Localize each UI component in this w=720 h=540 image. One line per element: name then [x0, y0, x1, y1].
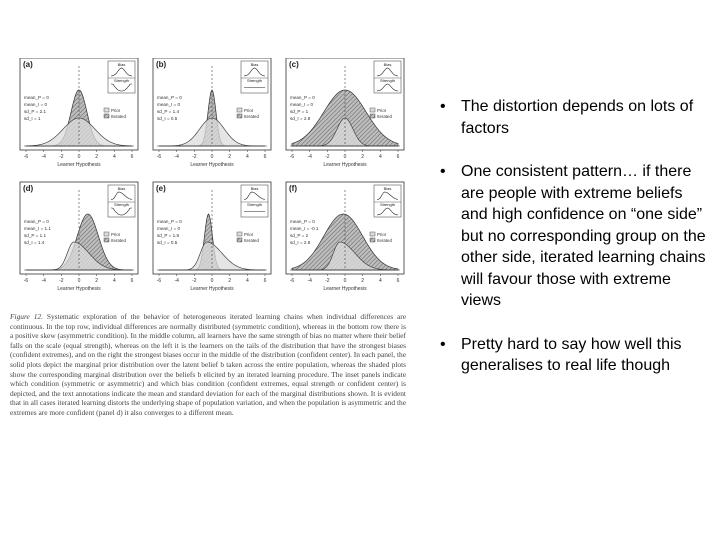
- legend-prior-label: Prior: [377, 107, 387, 113]
- x-tick-label: -6: [289, 278, 295, 284]
- x-tick-label: 4: [112, 154, 116, 160]
- bullet-list: [440, 96, 710, 377]
- stat-annotation: mean_P = 0: [157, 219, 182, 224]
- x-tick-label: -6: [289, 154, 295, 160]
- stat-annotation: sd_I = 0.5: [157, 116, 178, 121]
- legend-iterated-swatch: [370, 238, 375, 242]
- x-tick-label: -4: [307, 154, 312, 160]
- bullet-dot: •: [440, 335, 446, 353]
- caption-body: Systematic exploration of the behavior of heterogeneous iterated learning chains when individual differences are continuous. In the top row, individual differences are normally distributed (symmetric condition), whereas in the bottom row there is a positive skew (asymmetric condition). In the middle column, all learners have the same strength of bias no matter where their belief falls on the scale (equal strength), whereas on the left it is the learners on the tails of the distribution that have the strongest biases (confident extremes), and on the right the strongest biases occur in the middle of the distribution (confident center). In each panel, the solid plots depict the marginal prior distribution over the latent belief b taken across the entire population, whereas the shaded plots show the corresponding marginal distribution over the beliefs b elicited by an iterated learning procedure. The inset panels indicate which condition (symmetric or asymmetric) and which bias condition (confident extremes, equal strength or confident center) is depicted, and the text annotations indicate the mean and standard deviation for each of the marginal distributions shown. It is evident that in all cases iterated learning distorts the underlying shape of population variation, and when the population is asymmetric and the extremes are more confident (panel d) it also converges to a different mean.: [10, 312, 406, 417]
- x-tick-label: 0: [210, 278, 214, 284]
- inset-strength-label: Strength: [113, 78, 130, 83]
- x-tick-label: 6: [130, 278, 134, 284]
- panel-label: (a): [23, 60, 33, 69]
- figure-panel: [153, 58, 271, 168]
- legend-prior-label: Prior: [111, 231, 121, 237]
- x-tick-label: -4: [174, 278, 179, 284]
- x-tick-label: 0: [77, 154, 81, 160]
- caption-lead: Figure 12.: [10, 312, 43, 321]
- x-tick-label: 0: [343, 278, 347, 284]
- inset-strength-label: Strength: [246, 78, 263, 83]
- stat-annotation: mean_P = 0: [24, 95, 49, 100]
- x-tick-label: -4: [174, 154, 179, 160]
- inset-strength-label: Strength: [379, 202, 396, 207]
- stat-annotation: mean_I = 0: [157, 102, 181, 107]
- stat-annotation: sd_P = 2.1: [24, 109, 47, 114]
- inset-strength-label: Strength: [246, 202, 263, 207]
- x-tick-label: 4: [112, 278, 116, 284]
- x-tick-label: 2: [95, 278, 99, 284]
- stat-annotation: sd_I = 0.5: [157, 240, 178, 245]
- x-tick-label: -6: [156, 154, 162, 160]
- stat-annotation: sd_P = 1.4: [157, 109, 180, 114]
- stat-annotation: mean_I = 0: [157, 226, 181, 231]
- figure-panel: [20, 58, 138, 168]
- x-tick-label: 6: [263, 154, 267, 160]
- figure-panel: [20, 182, 138, 292]
- bullet-item: [440, 96, 710, 139]
- inset-panel: [241, 185, 268, 217]
- x-tick-label: 4: [378, 278, 382, 284]
- figure-caption: [10, 312, 406, 418]
- x-tick-label: 6: [263, 278, 267, 284]
- stat-annotation: mean_I = -0.1: [290, 226, 319, 231]
- x-tick-label: 4: [245, 154, 249, 160]
- panel-label: (b): [156, 60, 167, 69]
- x-axis-label: Learner Hypothesis: [190, 162, 234, 168]
- figure-panel: [286, 58, 404, 168]
- stat-annotation: sd_I = 2.8: [290, 116, 311, 121]
- x-tick-label: 6: [396, 154, 400, 160]
- x-tick-label: -2: [325, 154, 330, 160]
- legend-prior-swatch: [104, 232, 109, 236]
- stat-annotation: sd_P = 1.1: [24, 233, 47, 238]
- stat-annotation: sd_I = 2.8: [290, 240, 311, 245]
- inset-panel: [108, 185, 135, 217]
- figure-panel: [286, 182, 404, 292]
- legend-prior-label: Prior: [244, 107, 254, 113]
- inset-bias-label: Bias: [117, 186, 126, 191]
- x-tick-label: 0: [210, 154, 214, 160]
- inset-bias-label: Bias: [383, 62, 392, 67]
- inset-strength-label: Strength: [379, 78, 396, 83]
- x-tick-label: 4: [378, 154, 382, 160]
- legend-iterated-label: Iterated: [244, 113, 259, 119]
- x-tick-label: -4: [307, 278, 312, 284]
- legend-prior-swatch: [370, 108, 375, 112]
- inset-panel: [374, 185, 401, 217]
- x-tick-label: 6: [396, 278, 400, 284]
- inset-bias-label: Bias: [250, 62, 259, 67]
- panel-label: (f): [289, 184, 297, 193]
- x-tick-label: -2: [325, 278, 330, 284]
- x-tick-label: 0: [343, 154, 347, 160]
- x-axis-label: Learner Hypothesis: [190, 286, 234, 292]
- stat-annotation: sd_I = 1: [24, 116, 41, 121]
- legend-iterated-label: Iterated: [377, 113, 392, 119]
- x-tick-label: 2: [361, 154, 365, 160]
- inset-bias-label: Bias: [117, 62, 126, 67]
- legend-prior-swatch: [237, 108, 242, 112]
- legend-iterated-swatch: [370, 114, 375, 118]
- x-axis-label: Learner Hypothesis: [323, 286, 367, 292]
- x-tick-label: -2: [59, 278, 64, 284]
- inset-strength-label: Strength: [113, 202, 130, 207]
- x-tick-label: -2: [192, 154, 197, 160]
- panel-label: (d): [23, 184, 34, 193]
- inset-bias-label: Bias: [383, 186, 392, 191]
- x-tick-label: 0: [77, 278, 81, 284]
- bullet-text: One consistent pattern… if there are people with extreme beliefs and high confidence on “one side” but no corresponding group on the other side, iterated learning chains will favour those with extreme views: [461, 163, 706, 309]
- stat-annotation: sd_P = 1.8: [157, 233, 180, 238]
- stat-annotation: mean_I = 0: [290, 102, 314, 107]
- x-tick-label: -4: [41, 278, 46, 284]
- stat-annotation: sd_P = 2: [290, 233, 309, 238]
- stat-annotation: mean_P = 0: [24, 219, 49, 224]
- legend-prior-swatch: [370, 232, 375, 236]
- legend-iterated-swatch: [237, 238, 242, 242]
- legend-iterated-swatch: [104, 114, 109, 118]
- stat-annotation: mean_I = 1.1: [24, 226, 51, 231]
- x-tick-label: 6: [130, 154, 134, 160]
- bullet-text: The distortion depends on lots of factors: [461, 98, 694, 137]
- legend-prior-label: Prior: [111, 107, 121, 113]
- bullet-item: [440, 334, 710, 377]
- x-tick-label: -6: [23, 278, 29, 284]
- legend-prior-swatch: [104, 108, 109, 112]
- legend-prior-label: Prior: [377, 231, 387, 237]
- stat-annotation: sd_P = 1: [290, 109, 309, 114]
- x-tick-label: -4: [41, 154, 46, 160]
- figure-panel: [153, 182, 271, 292]
- stat-annotation: mean_P = 0: [290, 95, 315, 100]
- x-tick-label: 2: [361, 278, 365, 284]
- legend-prior-swatch: [237, 232, 242, 236]
- x-tick-label: -6: [23, 154, 29, 160]
- legend-iterated-label: Iterated: [244, 237, 259, 243]
- x-axis-label: Learner Hypothesis: [57, 286, 101, 292]
- stat-annotation: mean_P = 0: [157, 95, 182, 100]
- panel-label: (c): [289, 60, 299, 69]
- stat-annotation: mean_P = 0: [290, 219, 315, 224]
- legend-iterated-label: Iterated: [377, 237, 392, 243]
- figure-svg: [8, 58, 408, 308]
- stat-annotation: mean_I = 0: [24, 102, 48, 107]
- bullet-dot: •: [440, 98, 446, 115]
- panel-label: (e): [156, 184, 166, 193]
- legend-iterated-swatch: [237, 114, 242, 118]
- inset-panel: [374, 61, 401, 93]
- legend-prior-label: Prior: [244, 231, 254, 237]
- bullet-text: Pretty hard to say how well this generalises to real life though: [461, 335, 682, 374]
- x-tick-label: 2: [228, 278, 232, 284]
- x-axis-label: Learner Hypothesis: [323, 162, 367, 168]
- inset-bias-label: Bias: [250, 186, 259, 191]
- x-tick-label: 4: [245, 278, 249, 284]
- legend-iterated-swatch: [104, 238, 109, 242]
- x-tick-label: -2: [192, 278, 197, 284]
- inset-panel: [108, 61, 135, 93]
- bullet-item: [440, 161, 710, 312]
- x-tick-label: -2: [59, 154, 64, 160]
- stat-annotation: sd_I = 1.4: [24, 240, 45, 245]
- bullet-dot: •: [440, 163, 446, 180]
- x-tick-label: 2: [228, 154, 232, 160]
- legend-iterated-label: Iterated: [111, 237, 126, 243]
- inset-panel: [241, 61, 268, 93]
- legend-iterated-label: Iterated: [111, 113, 126, 119]
- x-tick-label: -6: [156, 278, 162, 284]
- x-axis-label: Learner Hypothesis: [57, 162, 101, 168]
- x-tick-label: 2: [95, 154, 99, 160]
